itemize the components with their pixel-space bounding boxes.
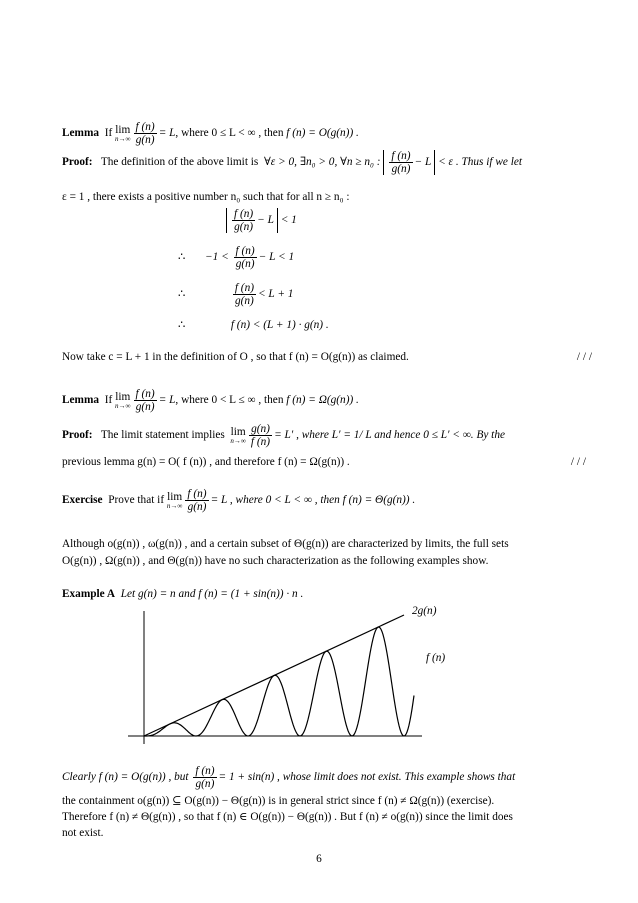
line-f — [144, 627, 414, 736]
label-2g: 2g(n) — [412, 605, 437, 617]
limit-definition: ∀ε > 0, ∃n₀ > 0, ∀n ≥ n₀ : — [263, 156, 381, 169]
lemma-1-label: Lemma — [62, 127, 100, 140]
proof-1-line-2: ε = 1 , there exists a positive number n₀ such that for all n ≥ n₀ : — [62, 191, 350, 203]
lemma-2: Lemma If lim n→∞ $\frac{f (n)}{g(n)}$ = L, where 0 < L ≤ ∞ , then f (n) = Ω(g(n)) . — [62, 388, 359, 413]
step-3: ∴ $\frac{f (n)}{g(n)}$ < L + 1 — [178, 282, 294, 307]
example-a: Example A Let g(n) = n and f (n) = (1 + sin(n)) · n . — [62, 588, 304, 600]
lemma-1-conclusion: f (n) = O(g(n)) . — [286, 127, 359, 140]
qed-1: / / / — [576, 351, 592, 363]
paragraph-line-2: O(g(n)) , Ω(g(n)) , and Θ(g(n)) have no such characterization as the following examples show. — [62, 555, 489, 567]
lemma-1: Lemma If lim n→∞ $\frac{f (n)}{g(n)}$ = L, where 0 ≤ L < ∞ , then f (n) = O(g(n)) . — [62, 121, 359, 146]
clearly-line-2: the containment o(g(n)) ⊆ O(g(n)) − Θ(g(n)) is in general strict since f (n) ≠ Ω(g(n)) (exercise). — [62, 795, 495, 807]
clearly-line-4: not exist. — [62, 827, 104, 839]
qed-2: / / / — [570, 456, 586, 468]
proof-1-conclusion: Now take c = L + 1 in the definition of O , so that f (n) = O(g(n)) as claimed. / / / — [62, 351, 592, 363]
label-f: f (n) — [426, 652, 446, 664]
abs-value: $\frac{f (n)}{g(n)}$ − L — [383, 150, 435, 175]
paragraph-line-1: Although o(g(n)) , ω(g(n)) , and a certain subset of Θ(g(n)) are characterized by limits, the full sets — [62, 538, 509, 550]
step-2: ∴ −1 < $\frac{f (n)}{g(n)}$ − L < 1 — [178, 245, 295, 270]
proof-1-label: Proof: — [62, 156, 93, 169]
proof-2-line-2: previous lemma g(n) = O( f (n)) , and therefore f (n) = Ω(g(n)) . / / / — [62, 456, 586, 468]
lemma-1-condition: , where 0 ≤ L < ∞ , then — [175, 127, 284, 140]
clearly-line-3: Therefore f (n) ≠ Θ(g(n)) , so that f (n) ∈ O(g(n)) − Θ(g(n)) . But f (n) ≠ o(g(n)) since the limit does — [62, 811, 513, 823]
exercise: Exercise Prove that if lim n→∞ $\frac{f (n)}{g(n)}$ = L , where 0 < L < ∞ , then f (n) = Θ(g(n)) . — [62, 488, 416, 513]
fraction-f-over-g: $\frac{f (n)}{g(n)}$ — [135, 121, 155, 146]
page-number: 6 — [316, 853, 322, 865]
clearly-line-1: Clearly f (n) = O(g(n)) , but $\frac{f (n)}{g(n)}$ = 1 + sin(n) , whose limit does not exist. This example shows that — [62, 765, 516, 790]
step-1: $\frac{f (n)}{g(n)}$ − L < 1 — [226, 208, 297, 233]
proof-2: Proof: The limit statement implies lim n→∞ $\frac{g(n)}{f (n)}$ = L′ , where L′ = 1/ L and hence 0 ≤ L′ < ∞. By the — [62, 423, 505, 448]
lemma-1-if: If — [104, 127, 113, 140]
step-4: ∴ f (n) < (L + 1) · g(n) . — [178, 319, 329, 331]
proof-1: Proof: The definition of the above limit is ∀ε > 0, ∃n₀ > 0, ∀n ≥ n₀ : $\frac{f (n)}{g(n)}$ − L < ε . Thus if we let — [62, 150, 523, 175]
lim-operator: lim n→∞ — [115, 123, 131, 143]
